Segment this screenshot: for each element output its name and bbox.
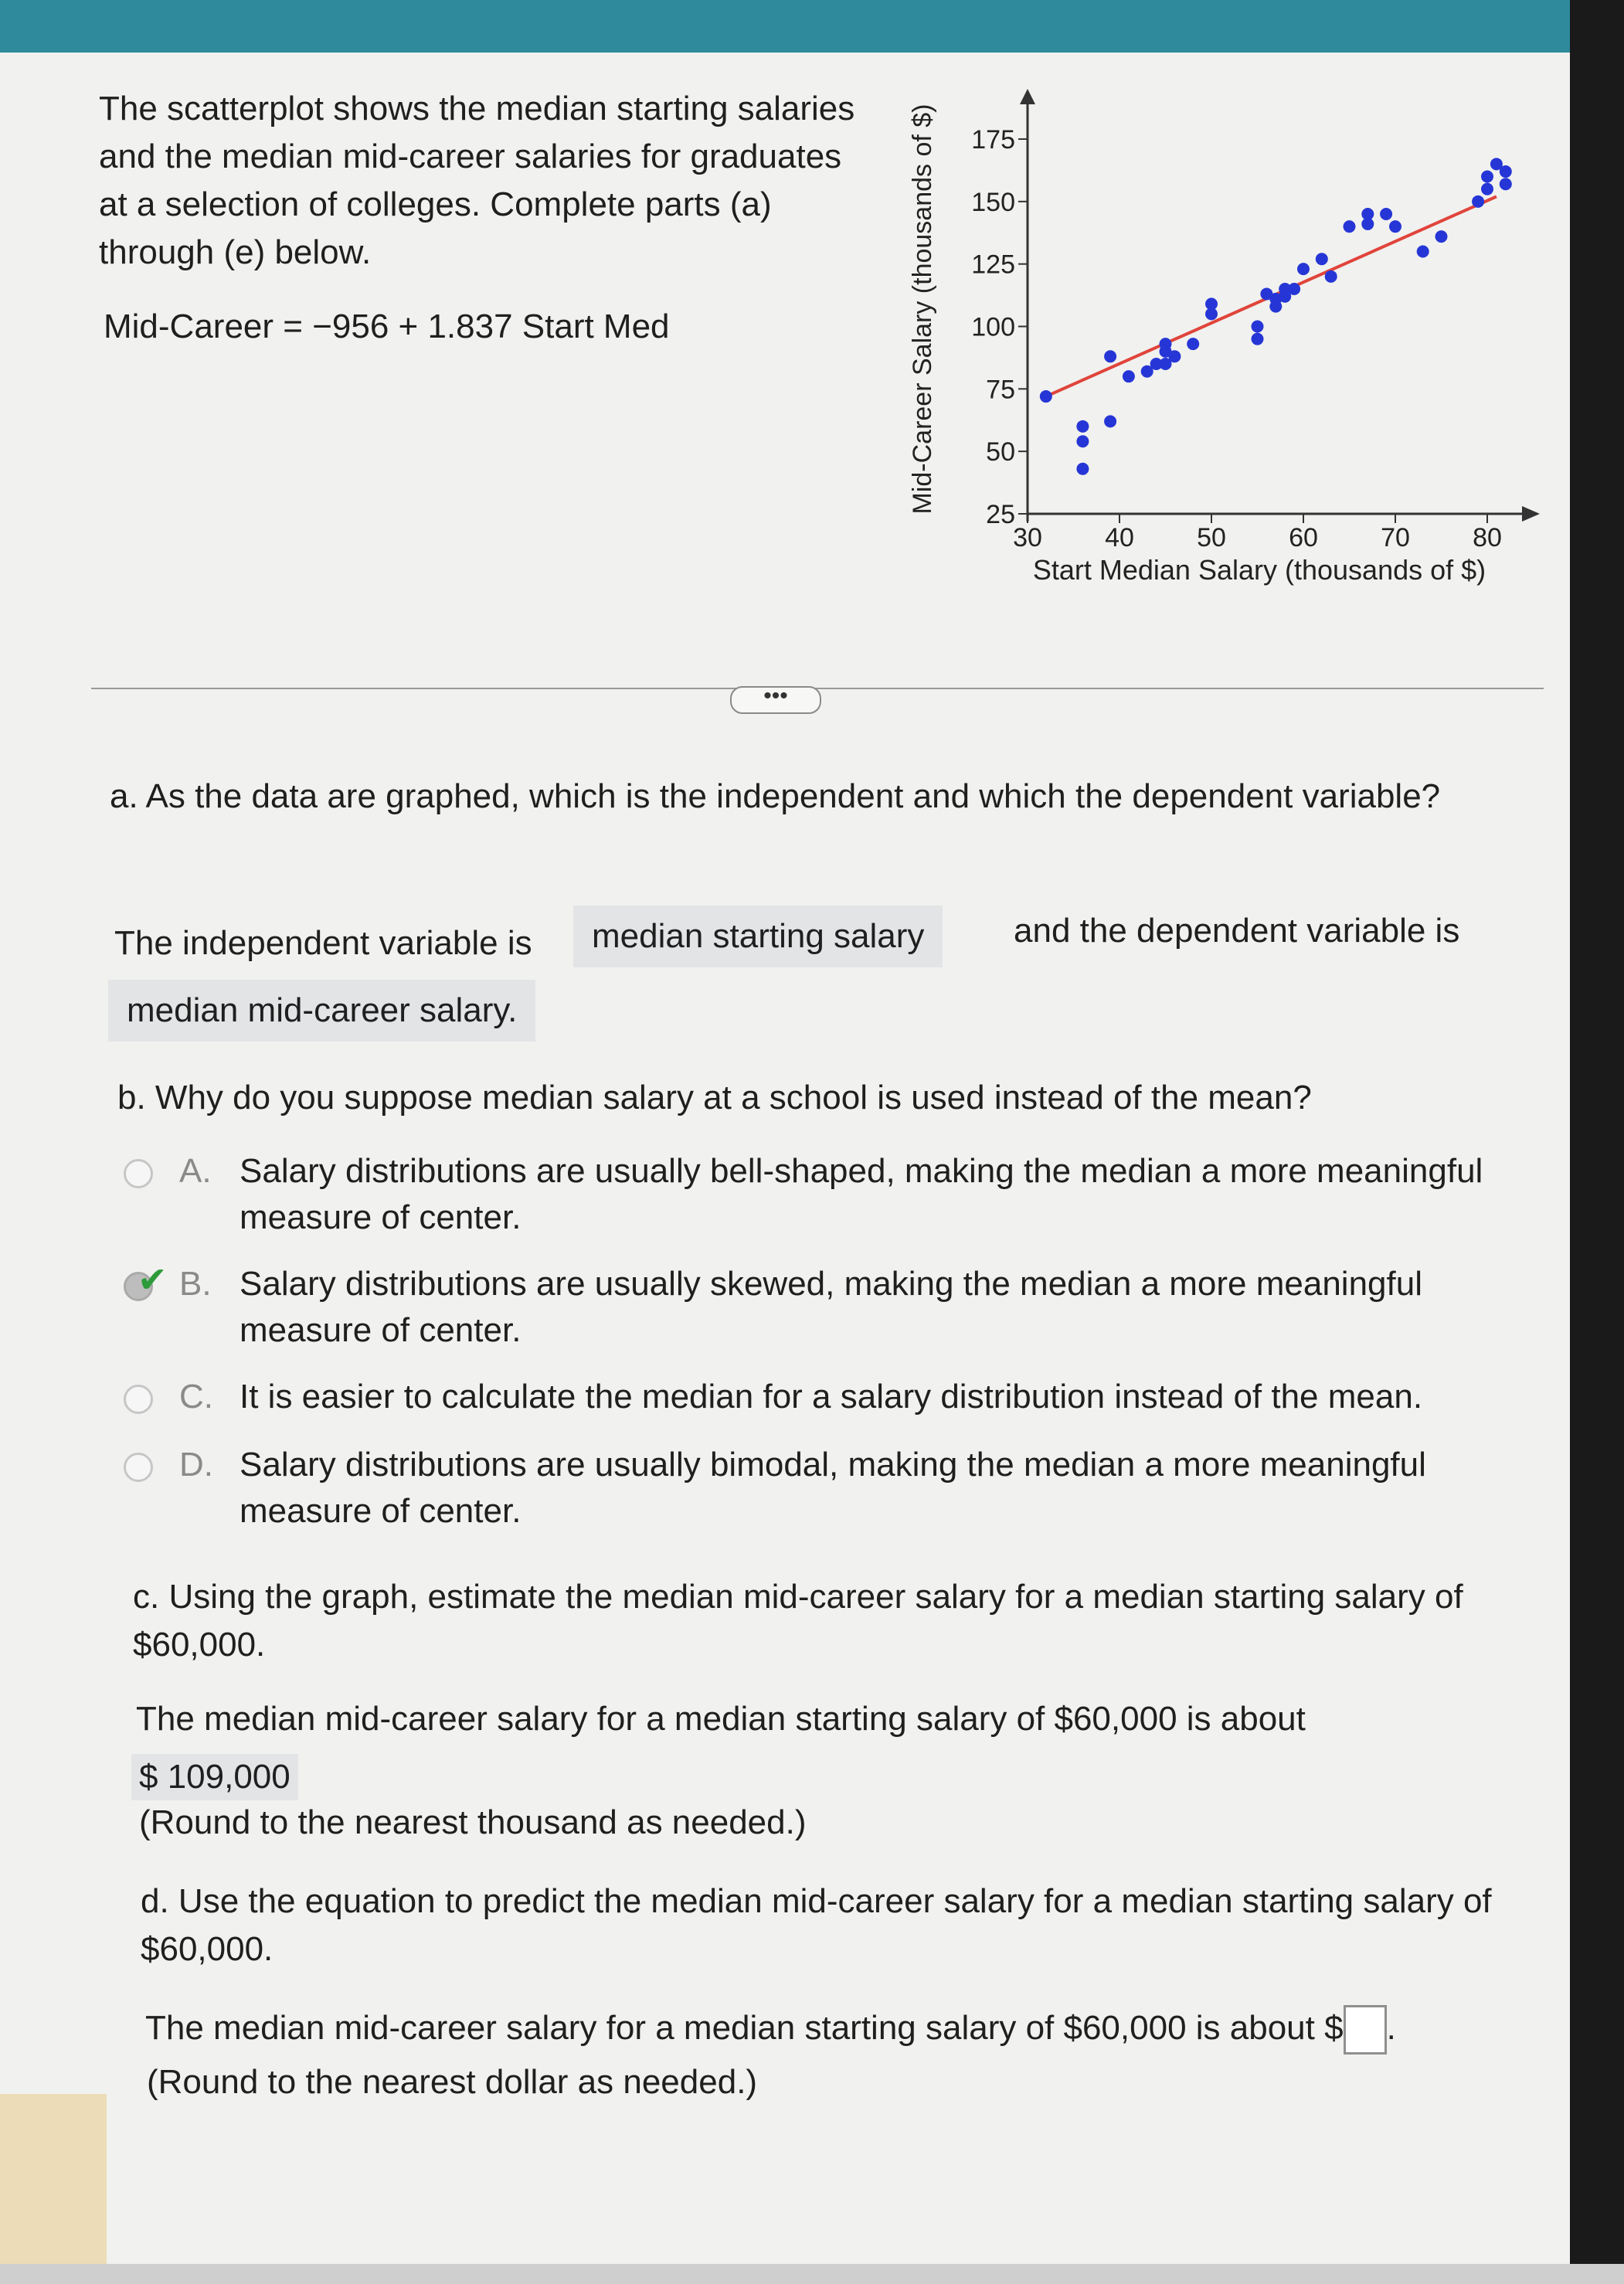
x-tick-label: 60 [1289,523,1318,552]
data-points [1040,158,1512,474]
data-point [1389,220,1401,233]
radio-option-a[interactable] [124,1159,153,1188]
part-a-prefix: The independent variable is [114,924,532,962]
data-point [1344,220,1356,233]
check-icon: ✔ [138,1259,168,1300]
top-bar [0,0,1624,53]
part-c-answer[interactable]: $ 109,000 [131,1754,298,1800]
data-point [1361,218,1374,230]
data-point [1380,208,1392,220]
data-point [1500,165,1512,178]
y-tick-label: 150 [971,187,1015,217]
y-tick-label: 75 [986,375,1015,405]
part-c-answer-prefix: The median mid-career salary for a median starting salary of $60,000 is about [136,1700,1306,1738]
part-d-answer-line: The median mid-career salary for a median starting salary of $60,000 is about $ . [145,2004,1575,2055]
data-point [1123,370,1135,382]
corner-background [0,2094,107,2264]
data-point [1187,338,1199,350]
y-tick-label: 125 [971,250,1015,280]
part-a-question: a. As the data are graphed, which is the independent and which the dependent variable? [110,777,1441,815]
data-point [1104,350,1116,362]
part-d-answer-prefix: The median mid-career salary for a median starting salary of $60,000 is about $ [145,2009,1344,2047]
data-point [1316,253,1328,265]
data-point [1076,435,1089,447]
data-point [1160,338,1172,350]
x-tick-label: 50 [1197,523,1226,552]
data-point [1417,246,1429,258]
data-point [1435,230,1448,243]
data-point [1288,283,1300,295]
data-point [1104,415,1116,427]
part-d-note: (Round to the nearest dollar as needed.) [147,2063,758,2101]
y-tick-label: 25 [986,500,1015,529]
answer-input[interactable] [1344,2005,1387,2055]
data-point [1325,270,1337,283]
x-tick-label: 30 [1013,523,1042,552]
more-button[interactable]: ••• [730,686,821,714]
data-point [1252,321,1264,333]
x-tick-label: 40 [1105,523,1134,552]
chart-ticks [971,125,1502,552]
part-c-note: (Round to the nearest thousand as needed.) [139,1803,807,1841]
part-a-middle: and the dependent variable is [1014,912,1460,950]
y-tick-label: 100 [971,312,1015,342]
problem-intro: The scatterplot shows the median starting salaries and the median mid-career salaries for graduates at a selection of colleges. Complete parts (a) through (e) below. [99,90,855,271]
x-axis-label: Start Median Salary (thousands of $) [1032,554,1486,586]
screen-bottom-edge [0,2264,1624,2284]
data-point [1481,171,1493,183]
radio-option-c[interactable] [124,1385,153,1414]
part-d-question: d. Use the equation to predict the median mid-career salary for a median starting salary of $60,000. [141,1882,1492,1968]
dependent-answer[interactable]: median mid-career salary. [108,980,535,1042]
y-tick-label: 175 [971,125,1015,155]
radio-option-d[interactable] [124,1453,153,1482]
regression-equation: Mid-Career = −956 + 1.837 Start Med [104,308,670,345]
data-point [1472,195,1484,208]
scatterplot [900,77,1557,595]
data-point [1076,420,1089,433]
data-point [1205,308,1218,320]
data-point [1252,333,1264,345]
part-c-question: c. Using the graph, estimate the median mid-career salary for a median starting salary of $60,000. [133,1578,1463,1664]
data-point [1500,178,1512,190]
data-point [1076,463,1089,475]
x-axis-arrow-icon [1522,506,1540,522]
x-tick-label: 70 [1381,523,1410,552]
data-point [1481,183,1493,195]
y-axis-label: Mid-Career Salary (thousands of $) [908,104,937,515]
data-point [1040,390,1052,403]
x-tick-label: 80 [1473,523,1502,552]
y-axis-arrow-icon [1020,89,1035,104]
part-b-question: b. Why do you suppose median salary at a school is used instead of the mean? [117,1079,1312,1117]
independent-answer[interactable]: median starting salary [573,906,943,967]
data-point [1297,263,1310,275]
screen-edge [1570,0,1624,2284]
y-tick-label: 50 [986,437,1015,467]
data-point [1168,350,1181,362]
